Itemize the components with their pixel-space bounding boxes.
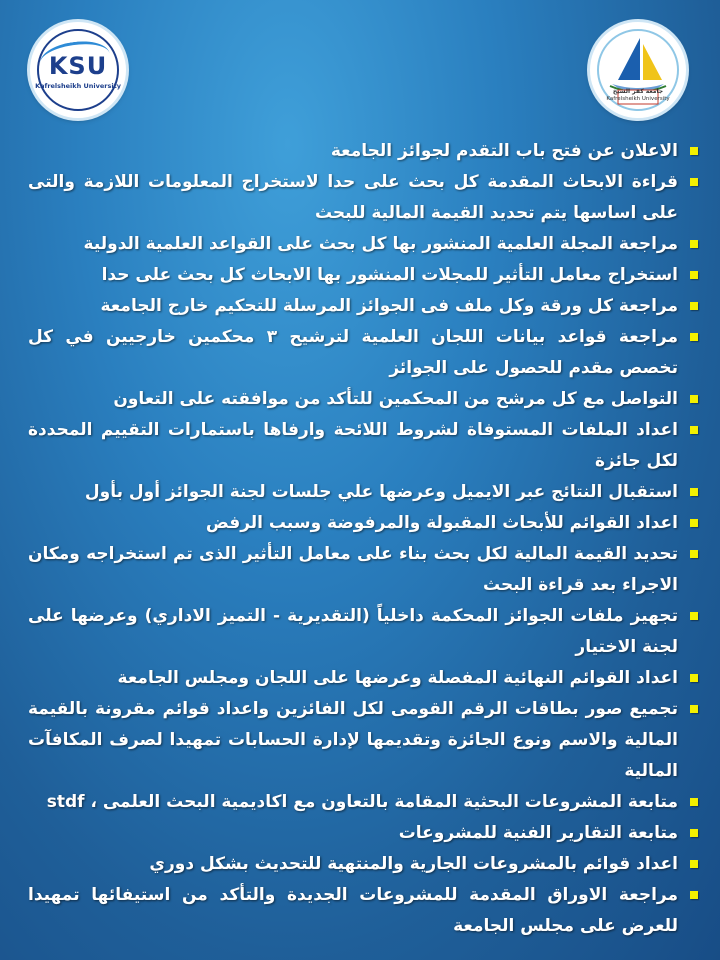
square-bullet-icon [690,302,698,310]
ksu-logo-text: KSU [48,52,108,80]
list-item-text: مراجعة المجلة العلمية المنشور بها كل بحث على القواعد العلمية الدولية [83,234,678,254]
list-item [28,260,700,291]
list-item [28,694,700,787]
square-bullet-icon [690,426,698,434]
list-item-text: مراجعة قواعد بيانات اللجان العلمية لترشيح ٣ محكمين خارجيين في كل تخصص مقدم للحصول على الجوائز [28,327,679,378]
list-item [28,601,700,663]
list-item-text: استقبال النتائج عبر الايميل وعرضها علي جلسات لجنة الجوائز أول بأول [84,482,678,502]
list-item [28,849,700,880]
list-item [28,818,700,849]
list-item-text: التواصل مع كل مرشح من المحكمين للتأكد من موافقته على التعاون [113,389,678,409]
list-item-text: استخراج معامل التأثير للمجلات المنشور بها الابحاث كل بحث على حدا [101,265,678,285]
square-bullet-icon [690,860,698,868]
kafrelsheikh-logo-arabic-text: جامعة كفر الشيخ [612,88,664,95]
square-bullet-icon [690,891,698,899]
list-item [28,663,700,694]
list-item-text: قراءة الابحاث المقدمة كل بحث على حدا لاستخراج المعلومات اللازمة والتى على اساسها يتم تحديد القيمة المالية للبحث [28,172,678,223]
list-item [28,415,700,477]
square-bullet-icon [690,395,698,403]
list-item [28,880,700,942]
square-bullet-icon [690,240,698,248]
list-item [28,384,700,415]
square-bullet-icon [690,178,698,186]
square-bullet-icon [690,333,698,341]
list-item [28,291,700,322]
list-item [28,322,700,384]
kafrelsheikh-logo [590,22,686,118]
kafrelsheikh-logo-english-text: Kafrelsheikh University [606,96,670,102]
list-item [28,477,700,508]
square-bullet-icon [690,798,698,806]
list-item-text: اعداد القوائم للأبحاث المقبولة والمرفوضة وسبب الرفض [205,513,678,533]
square-bullet-icon [690,674,698,682]
list-item [28,539,700,601]
ksu-logo [30,22,126,118]
list-item-text: متابعة التقارير الفنية للمشروعات [398,823,678,843]
square-bullet-icon [690,271,698,279]
list-item-text: اعداد قوائم بالمشروعات الجارية والمنتهية للتحديث بشكل دوري [149,854,678,874]
list-item-text: مراجعة كل ورقة وكل ملف فى الجوائز المرسلة للتحكيم خارج الجامعة [100,296,678,316]
square-bullet-icon [690,488,698,496]
list-item [28,229,700,260]
square-bullet-icon [690,612,698,620]
list-item-text: اعداد الملفات المستوفاة لشروط اللائحة وارفاها باستمارات التقييم المحددة لكل جائزة [28,420,678,471]
square-bullet-icon [690,829,698,837]
list-item-text: اعداد القوائم النهائية المفصلة وعرضها على اللجان ومجلس الجامعة [117,668,678,688]
list-item-text: مراجعة الاوراق المقدمة للمشروعات الجديدة والتأكد من استيفائها تمهيدا للعرض على مجلس الجامعة [28,885,678,936]
list-item [28,136,700,167]
list-item [28,787,700,818]
list-item-text: الاعلان عن فتح باب التقدم لجوائز الجامعة [330,141,678,161]
responsibilities-list [28,136,700,942]
square-bullet-icon [690,550,698,558]
square-bullet-icon [690,147,698,155]
ksu-logo-subtitle: Kafrelsheikh University [35,82,121,90]
list-item [28,167,700,229]
list-item-text: تحديد القيمة المالية لكل بحث بناء على معامل التأثير الذى تم استخراجه ومكان الاجراء بعد قراءة البحث [28,544,678,595]
list-item [28,508,700,539]
square-bullet-icon [690,519,698,527]
list-item-text: متابعة المشروعات البحثية المقامة بالتعاون مع اكاديمية البحث العلمى ، stdf [46,792,678,812]
list-item-text: تجميع صور بطاقات الرقم القومى لكل الفائزين واعداد قوائم مقرونة بالقيمة المالية والاسم ونوع الجائزة وتقديمها لإدارة الحسابات تمهيدا لصرف المكافآت المالية [28,699,678,781]
square-bullet-icon [690,705,698,713]
list-item-text: تجهيز ملفات الجوائز المحكمة داخلياً (التقديرية - التميز الاداري) وعرضها على لجنة الاختيار [28,606,678,657]
